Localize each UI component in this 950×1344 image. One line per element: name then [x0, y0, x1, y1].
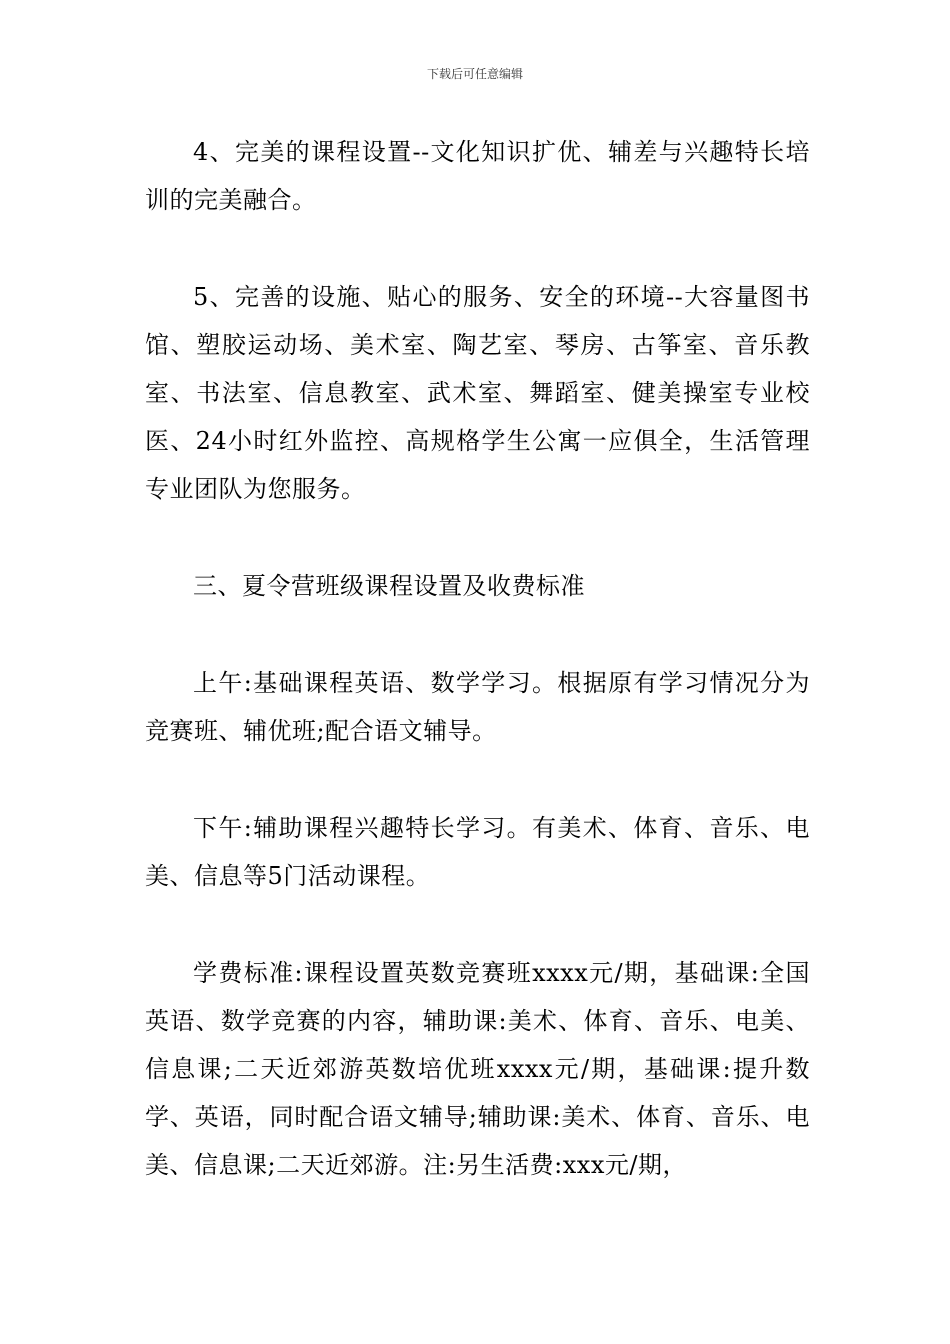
paragraph-gap	[145, 900, 810, 949]
paragraph-curriculum: 4、完美的课程设置--文化知识扩优、辅差与兴趣特长培训的完美融合。	[145, 138, 810, 214]
page-header: 下载后可任意编辑	[426, 67, 523, 81]
paragraph-gap	[145, 610, 810, 659]
section-heading: 三、夏令营班级课程设置及收费标准	[193, 572, 585, 600]
paragraph-gap	[145, 513, 810, 562]
document-body	[145, 128, 810, 1189]
paragraph-morning: 上午:基础课程英语、数学学习。根据原有学习情况分为竞赛班、辅优班;配合语文辅导。	[145, 669, 810, 745]
paragraph-gap	[145, 755, 810, 804]
paragraph-facilities: 5、完善的设施、贴心的服务、安全的环境--大容量图书馆、塑胶运动场、美术室、陶艺室、琴房、古筝室、音乐教室、书法室、信息教室、武术室、舞蹈室、健美操室专业校医、24小时红外监控、高规格学生公寓一应俱全，生活管理专业团队为您服务。	[145, 283, 810, 503]
paragraph-afternoon: 下午:辅助课程兴趣特长学习。有美术、体育、音乐、电美、信息等5门活动课程。	[145, 814, 810, 890]
paragraph-tuition: 学费标准:课程设置英数竞赛班xxxx元/期，基础课:全国英语、数学竞赛的内容，辅助课:美术、体育、音乐、电美、信息课;二天近郊游英数培优班xxxx元/期，基础课:提升数学、英语，同时配合语文辅导;辅助课:美术、体育、音乐、电美、信息课;二天近郊游。注:另生活费:xxx元/期，	[145, 959, 810, 1179]
paragraph-gap	[145, 224, 810, 273]
